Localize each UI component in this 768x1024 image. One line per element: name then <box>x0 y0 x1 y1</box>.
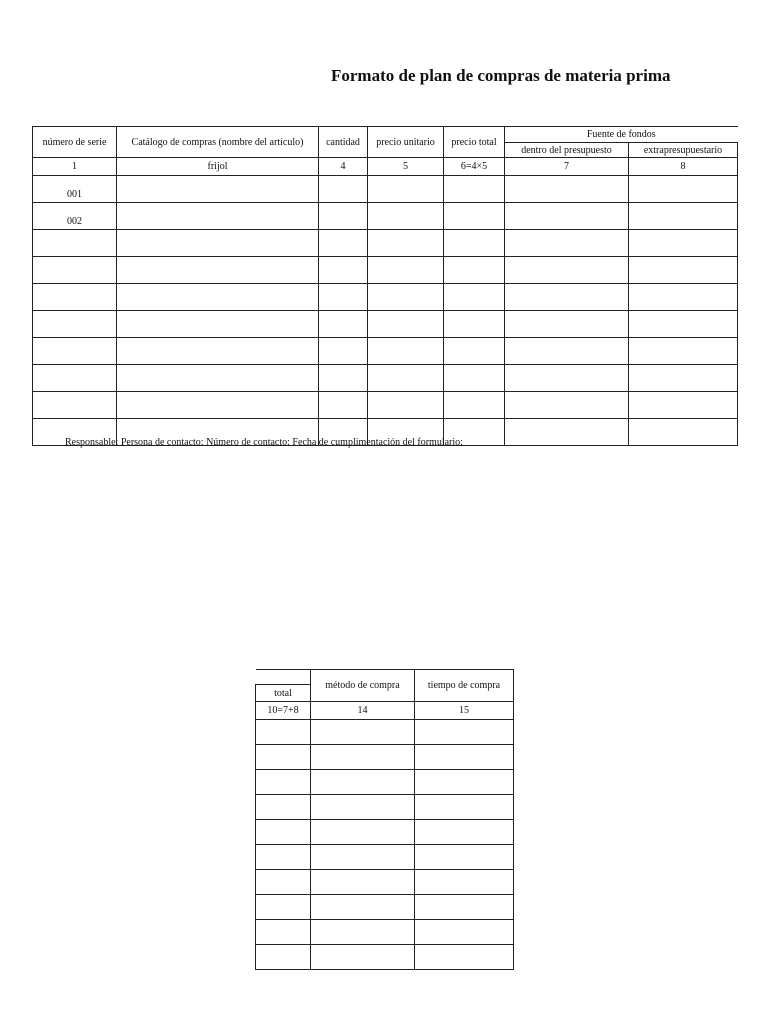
table-cell[interactable] <box>629 284 738 311</box>
table-cell[interactable] <box>117 257 319 284</box>
table-cell[interactable] <box>629 176 738 203</box>
table-cell[interactable] <box>444 230 505 257</box>
table-cell[interactable] <box>319 338 368 365</box>
table-row <box>33 230 738 257</box>
table-cell[interactable] <box>311 920 415 945</box>
table-cell[interactable] <box>444 284 505 311</box>
table-cell[interactable] <box>505 257 629 284</box>
table-cell[interactable] <box>256 795 311 820</box>
table-cell[interactable] <box>444 392 505 419</box>
table-row <box>256 795 514 820</box>
table-cell[interactable] <box>319 311 368 338</box>
table-cell[interactable] <box>629 365 738 392</box>
table-cell[interactable] <box>505 392 629 419</box>
table-cell[interactable] <box>117 176 319 203</box>
header-serie: número de serie <box>33 127 117 158</box>
table-row <box>256 945 514 970</box>
table-cell[interactable] <box>505 365 629 392</box>
serie-cell[interactable] <box>33 365 117 392</box>
table-cell[interactable] <box>311 820 415 845</box>
header-extrapresupuestario: extrapresupuestario <box>629 143 738 158</box>
number-cell: 10=7+8 <box>256 702 311 720</box>
table-cell[interactable] <box>505 230 629 257</box>
table-row <box>33 203 738 230</box>
serie-cell[interactable]: 001 <box>33 176 117 203</box>
page-title: Formato de plan de compras de materia prima <box>331 66 671 85</box>
table-cell[interactable] <box>117 230 319 257</box>
serie-cell[interactable] <box>33 284 117 311</box>
table-cell[interactable] <box>505 176 629 203</box>
table-cell[interactable] <box>415 720 514 745</box>
header-total: total <box>256 685 311 702</box>
header-dentro-presupuesto: dentro del presupuesto <box>505 143 629 158</box>
table-cell[interactable] <box>319 230 368 257</box>
header-tiempo-compra: tiempo de compra <box>415 670 514 702</box>
serie-cell[interactable] <box>33 338 117 365</box>
serie-cell[interactable]: 002 <box>33 203 117 230</box>
table-cell[interactable] <box>311 945 415 970</box>
table-cell[interactable] <box>311 720 415 745</box>
table-row <box>33 284 738 311</box>
table-cell[interactable] <box>368 230 444 257</box>
table-cell[interactable] <box>444 257 505 284</box>
table-row <box>33 338 738 365</box>
table-row <box>256 770 514 795</box>
table-cell[interactable] <box>256 770 311 795</box>
table-cell[interactable] <box>311 870 415 895</box>
number-cell: 1 <box>33 158 117 176</box>
table-row <box>256 870 514 895</box>
table-cell[interactable] <box>319 284 368 311</box>
table-cell[interactable] <box>505 203 629 230</box>
table-cell[interactable] <box>415 920 514 945</box>
header-catalogo: Catálogo de compras (nombre del artículo) <box>117 127 319 158</box>
table-cell[interactable] <box>415 745 514 770</box>
serie-cell[interactable] <box>33 392 117 419</box>
header-fuente-fondos: Fuente de fondos <box>505 127 738 143</box>
number-row <box>33 158 738 176</box>
table-cell[interactable] <box>117 365 319 392</box>
table-row <box>256 920 514 945</box>
table-cell[interactable] <box>415 895 514 920</box>
number-cell: 15 <box>415 702 514 720</box>
table-row <box>256 720 514 745</box>
table-cell[interactable] <box>505 284 629 311</box>
table-cell[interactable] <box>629 230 738 257</box>
table-row <box>256 820 514 845</box>
table-cell[interactable] <box>117 203 319 230</box>
table-row <box>33 392 738 419</box>
table-cell[interactable] <box>368 338 444 365</box>
table-cell[interactable] <box>368 311 444 338</box>
table-cell[interactable] <box>256 945 311 970</box>
number-cell: 8 <box>629 158 738 176</box>
table-cell[interactable] <box>319 392 368 419</box>
table-cell[interactable] <box>415 845 514 870</box>
table-cell[interactable] <box>256 820 311 845</box>
table-cell[interactable] <box>311 770 415 795</box>
table-cell[interactable] <box>444 338 505 365</box>
number-cell: frijol <box>117 158 319 176</box>
number-cell: 6=4×5 <box>444 158 505 176</box>
table-cell[interactable] <box>444 365 505 392</box>
table-row <box>33 257 738 284</box>
table-cell[interactable] <box>629 338 738 365</box>
table-cell[interactable] <box>368 284 444 311</box>
table-cell[interactable] <box>444 311 505 338</box>
table-cell[interactable] <box>629 203 738 230</box>
table-cell[interactable] <box>444 203 505 230</box>
table-cell[interactable] <box>311 895 415 920</box>
table-cell[interactable] <box>368 365 444 392</box>
footer-note: Responsable: Persona de contacto: Número de contacto: Fecha de cumplimentación del formulario: <box>65 437 463 448</box>
table-cell[interactable] <box>368 257 444 284</box>
table-cell[interactable] <box>505 311 629 338</box>
table-row <box>33 176 738 203</box>
table-cell[interactable] <box>319 176 368 203</box>
table-cell[interactable] <box>256 745 311 770</box>
table-cell[interactable] <box>117 284 319 311</box>
table-cell[interactable] <box>415 770 514 795</box>
table-cell[interactable] <box>319 257 368 284</box>
table-row <box>33 311 738 338</box>
table-row <box>256 845 514 870</box>
number-cell: 4 <box>319 158 368 176</box>
table-cell[interactable] <box>415 820 514 845</box>
table-row <box>33 365 738 392</box>
table-cell[interactable] <box>368 392 444 419</box>
table-cell[interactable] <box>256 870 311 895</box>
table-cell[interactable] <box>256 720 311 745</box>
table-cell[interactable] <box>415 945 514 970</box>
table-cell[interactable] <box>256 920 311 945</box>
table-cell[interactable] <box>311 745 415 770</box>
table-cell[interactable] <box>311 795 415 820</box>
table-cell[interactable] <box>368 203 444 230</box>
table-cell[interactable] <box>117 338 319 365</box>
table-cell[interactable] <box>117 392 319 419</box>
header-total-spacer <box>256 670 311 685</box>
purchase-plan-table <box>32 126 738 446</box>
table-cell[interactable] <box>629 419 738 446</box>
serie-cell[interactable] <box>33 230 117 257</box>
serie-cell[interactable] <box>33 311 117 338</box>
table-cell[interactable] <box>256 895 311 920</box>
table-cell[interactable] <box>444 176 505 203</box>
table-cell[interactable] <box>505 419 629 446</box>
header-precio-unitario: precio unitario <box>368 127 444 158</box>
table-cell[interactable] <box>319 365 368 392</box>
number-cell: 14 <box>311 702 415 720</box>
table-cell[interactable] <box>256 845 311 870</box>
table-cell[interactable] <box>368 176 444 203</box>
header-precio-total: precio total <box>444 127 505 158</box>
table-cell[interactable] <box>629 392 738 419</box>
table-cell[interactable] <box>117 311 319 338</box>
number-cell: 7 <box>505 158 629 176</box>
table-cell[interactable] <box>415 795 514 820</box>
table-cell[interactable] <box>629 311 738 338</box>
header-metodo-compra: método de compra <box>311 670 415 702</box>
header-cantidad: cantidad <box>319 127 368 158</box>
table-cell[interactable] <box>319 203 368 230</box>
table-cell[interactable] <box>311 845 415 870</box>
serie-cell[interactable] <box>33 257 117 284</box>
table-row <box>256 745 514 770</box>
totals-table <box>255 669 514 970</box>
table-row <box>256 895 514 920</box>
table-cell[interactable] <box>505 338 629 365</box>
number-row <box>256 702 514 720</box>
number-cell: 5 <box>368 158 444 176</box>
table-cell[interactable] <box>629 257 738 284</box>
table-cell[interactable] <box>415 870 514 895</box>
